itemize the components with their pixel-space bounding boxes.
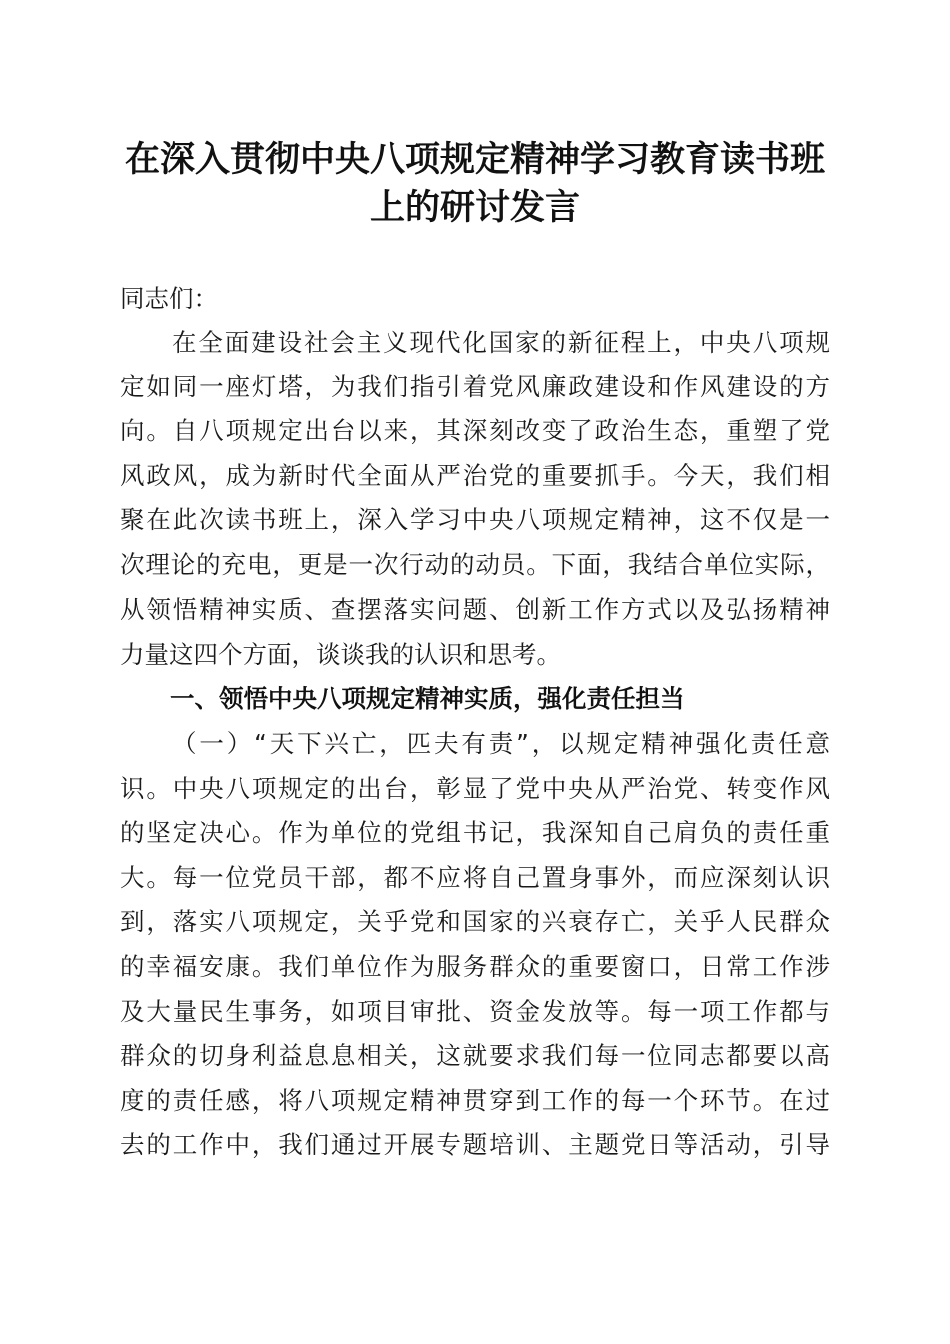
intro-paragraph-line: 在全面建设社会主义现代化国家的新征程上，中央八项规 bbox=[172, 328, 830, 357]
intro-paragraph-line: 力量这四个方面，谈谈我的认识和思考。 bbox=[120, 640, 561, 669]
intro-paragraph-line: 从领悟精神实质、查摆落实问题、创新工作方式以及弘扬精神 bbox=[120, 595, 830, 624]
section-heading: 一、领悟中央八项规定精神实质，强化责任担当 bbox=[170, 684, 685, 713]
section-paragraph-line: 识。中央八项规定的出台，彰显了党中央从严治党、转变作风 bbox=[120, 774, 830, 803]
section-paragraph-line: 到，落实八项规定，关乎党和国家的兴衰存亡，关乎人民群众 bbox=[120, 907, 830, 936]
salutation: 同志们： bbox=[120, 284, 218, 313]
section-paragraph-line: 及大量民生事务，如项目审批、资金发放等。每一项工作都与 bbox=[120, 997, 830, 1026]
document-title-line-2: 上的研讨发言 bbox=[369, 187, 580, 228]
section-paragraph-line: （一）“天下兴亡，匹夫有责”，以规定精神强化责任意 bbox=[172, 729, 830, 758]
section-paragraph-line: 的幸福安康。我们单位作为服务群众的重要窗口，日常工作涉 bbox=[120, 952, 830, 981]
intro-paragraph-line: 次理论的充电，更是一次行动的动员。下面，我结合单位实际， bbox=[120, 550, 830, 579]
section-paragraph-line: 的坚定决心。作为单位的党组书记，我深知自己肩负的责任重 bbox=[120, 818, 830, 847]
section-paragraph-line: 去的工作中，我们通过开展专题培训、主题党日等活动，引导 bbox=[120, 1130, 830, 1159]
document-title-line-1: 在深入贯彻中央八项规定精神学习教育读书班 bbox=[124, 139, 825, 180]
intro-paragraph-line: 定如同一座灯塔，为我们指引着党风廉政建设和作风建设的方 bbox=[120, 372, 830, 401]
intro-paragraph-line: 向。自八项规定出台以来，其深刻改变了政治生态，重塑了党 bbox=[120, 416, 830, 445]
section-paragraph-line: 大。每一位党员干部，都不应将自己置身事外，而应深刻认识 bbox=[120, 863, 830, 892]
intro-paragraph-line: 聚在此次读书班上，深入学习中央八项规定精神，这不仅是一 bbox=[120, 505, 830, 534]
section-paragraph-line: 群众的切身利益息息相关，这就要求我们每一位同志都要以高 bbox=[120, 1041, 830, 1070]
section-paragraph-line: 度的责任感，将八项规定精神贯穿到工作的每一个环节。在过 bbox=[120, 1086, 830, 1115]
intro-paragraph-line: 风政风，成为新时代全面从严治党的重要抓手。今天，我们相 bbox=[120, 461, 830, 490]
